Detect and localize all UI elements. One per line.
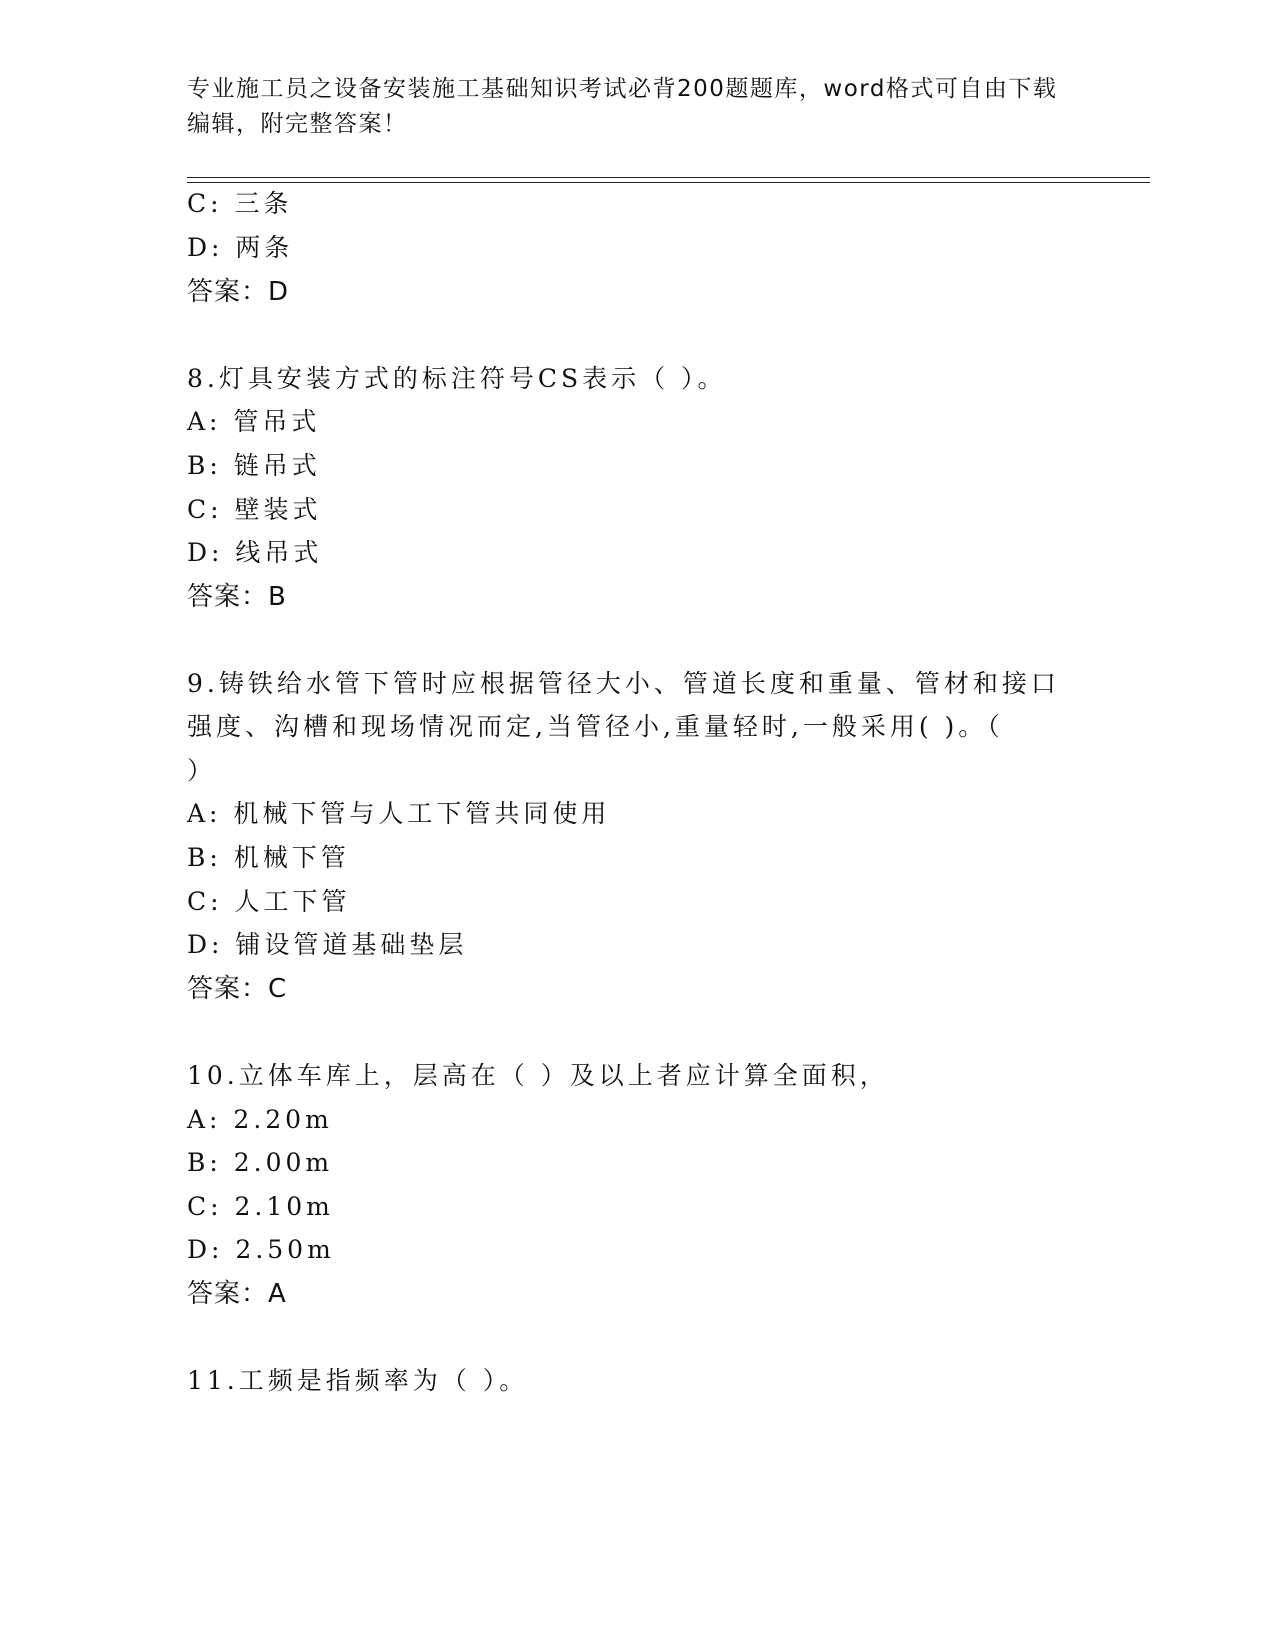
- header-divider-top: [187, 177, 1150, 178]
- question-10-option-b: B: 2.00m: [187, 1148, 334, 1177]
- question-8-option-d: D: 线吊式: [187, 538, 323, 567]
- question-8-option-a: A: 管吊式: [187, 407, 321, 436]
- question-9-answer: 答案：C: [187, 974, 288, 1004]
- question-10-option-a: A: 2.20m: [187, 1105, 333, 1134]
- document-header: [187, 72, 1087, 142]
- header-title-line-1: 专业施工员之设备安装施工基础知识考试必背200题题库，word格式可自由下载: [187, 76, 1058, 102]
- question-9-option-b: B: 机械下管: [187, 843, 350, 872]
- option-d: D: 两条: [187, 233, 294, 262]
- question-9-option-c: C: 人工下管: [187, 887, 351, 916]
- question-9-option-a: A: 机械下管与人工下管共同使用: [187, 799, 611, 828]
- answer-line: 答案：D: [187, 277, 290, 307]
- option-c: C: 三条: [187, 189, 293, 218]
- header-title-line-2: 编辑，附完整答案！: [187, 111, 408, 137]
- question-10-option-c: C: 2.10m: [187, 1192, 334, 1221]
- question-8-answer: 答案：B: [187, 582, 287, 612]
- question-8-option-b: B: 链吊式: [187, 451, 321, 480]
- question-8-option-c: C: 壁装式: [187, 495, 322, 524]
- question-10-stem: 10.立体车库上，层高在（ ）及以上者应计算全面积，: [187, 1061, 889, 1090]
- question-9-stem-line-1: 9.铸铁给水管下管时应根据管径大小、管道长度和重量、管材和接口: [187, 669, 1060, 698]
- question-9-option-d: D: 铺设管道基础垫层: [187, 930, 468, 959]
- header-divider-bottom: [187, 182, 1150, 183]
- question-11-stem: 11.工频是指频率为（ ）。: [187, 1366, 529, 1395]
- question-10-option-d: D: 2.50m: [187, 1235, 335, 1264]
- question-10-answer: 答案：A: [187, 1279, 287, 1309]
- question-8-stem: 8.灯具安装方式的标注符号CS表示（ ）。: [187, 364, 727, 393]
- question-9-stem-line-2: 强度、沟槽和现场情况而定,当管径小,重量轻时,一般采用( )。（: [187, 712, 1004, 741]
- question-9-stem-line-3: ）: [187, 756, 217, 785]
